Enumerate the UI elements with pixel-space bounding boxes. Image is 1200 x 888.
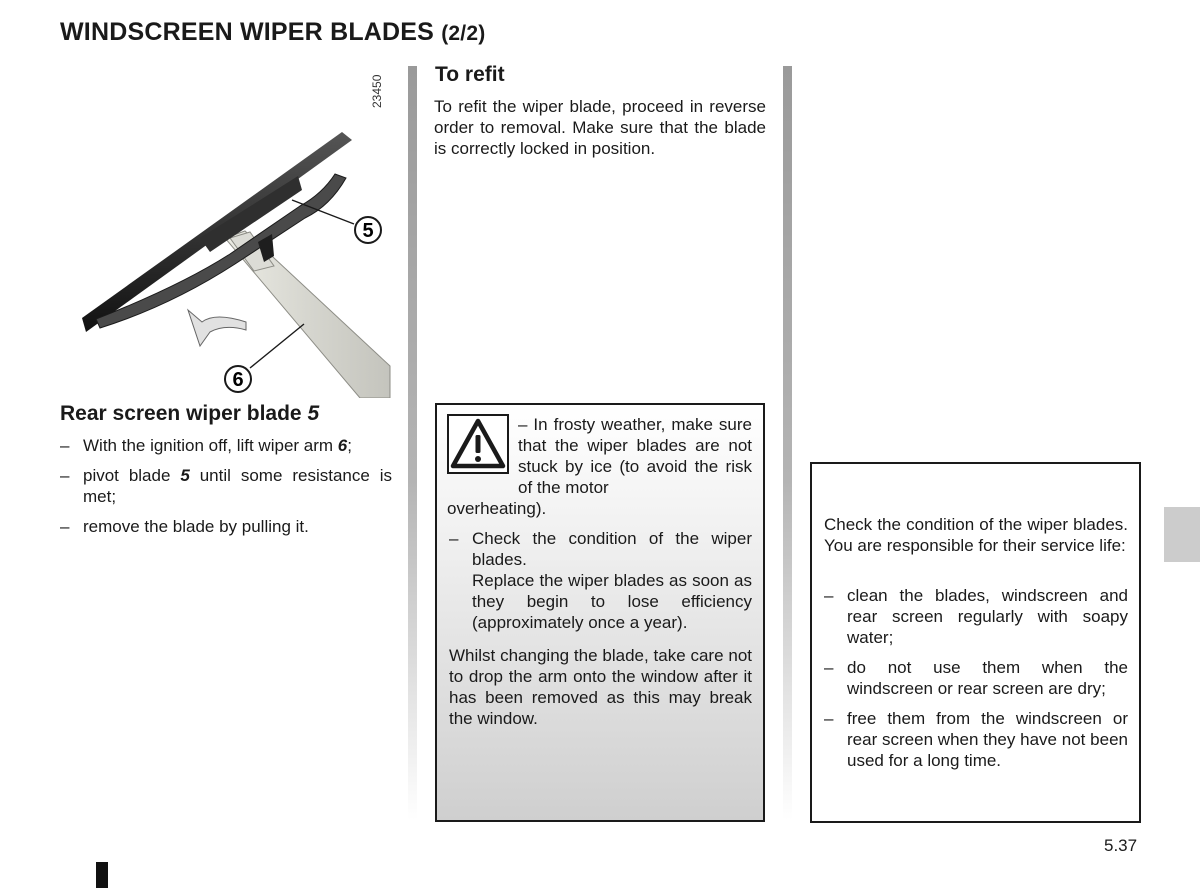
list-item — [60, 465, 392, 507]
page-title-part: (2/2) — [441, 22, 486, 45]
list-item — [60, 516, 392, 537]
column-divider-right — [783, 66, 792, 820]
list-dash: – — [60, 517, 70, 536]
warning-item-subtext: Replace the wiper blades as soon as they begin to lose efficiency (approximately once a year). — [472, 571, 752, 632]
rear-wiper-heading-text: Rear screen wiper blade — [60, 402, 302, 425]
step-ref: 6 — [337, 436, 348, 455]
warning-text: Whilst changing the blade, take care not to drop the arm onto the window after it has been removed as this may break the window. — [449, 646, 752, 728]
leader-line-arm — [250, 324, 304, 368]
warning-list — [449, 528, 752, 642]
warning-triangle-icon — [447, 414, 509, 474]
section-tab — [1164, 507, 1200, 562]
list-dash: – — [824, 586, 834, 605]
refit-text: To refit the wiper blade, proceed in reverse order to removal. Make sure that the blade is correctly locked in position. — [434, 97, 766, 158]
page-title-text: WINDSCREEN WIPER BLADES — [60, 18, 435, 46]
list-item — [824, 657, 1128, 699]
callout-blade: 5 — [362, 220, 374, 242]
wiper-blade-illustration — [60, 66, 392, 398]
info-item-text: clean the blades, windscreen and rear screen regularly with soapy water; — [847, 586, 1128, 647]
warning-lead-continued: overheating). — [447, 499, 547, 518]
warning-triangle-svg — [449, 416, 507, 472]
page-title — [60, 18, 485, 47]
page-number: 5.37 — [1104, 836, 1138, 855]
info-item-text: free them from the windscreen or rear screen when they have not been used for a long time. — [847, 709, 1128, 770]
wiper-diagram — [60, 66, 392, 398]
callout-arm: 6 — [232, 369, 244, 391]
list-dash: – — [824, 709, 834, 728]
pivot-arrow-icon — [188, 310, 246, 346]
list-dash: – — [824, 658, 834, 677]
step-text: pivot blade — [83, 466, 181, 485]
column-divider-left — [408, 66, 417, 820]
info-box — [810, 462, 1141, 823]
step-text-end: until some resistance is met; — [83, 466, 392, 506]
rear-wiper-steps — [60, 435, 392, 546]
figure-number: 23450 — [370, 74, 384, 108]
list-dash: – — [449, 529, 459, 548]
warning-lead-text: – In frosty weather, make sure that the wiper blades are not stuck by ice (to avoid the risk of the motor — [518, 415, 752, 497]
refit-heading: To refit — [435, 63, 505, 86]
list-item — [824, 708, 1128, 771]
step-text-end: ; — [347, 436, 352, 455]
list-item — [60, 435, 392, 456]
rear-wiper-heading — [60, 402, 319, 426]
list-dash: – — [60, 436, 70, 455]
info-item-text: do not use them when the windscreen or rear screen are dry; — [847, 658, 1128, 698]
list-item — [449, 528, 752, 633]
step-ref: 5 — [180, 466, 190, 485]
list-item — [824, 585, 1128, 648]
info-text: Check the condition of the wiper blades. You are responsible for their service life: — [824, 515, 1128, 555]
rear-wiper-heading-ref: 5 — [307, 402, 320, 425]
warning-item-text: Check the condition of the wiper blades. — [472, 529, 752, 569]
step-text: With the ignition off, lift wiper arm — [83, 436, 338, 455]
crop-mark — [96, 862, 108, 888]
list-dash: – — [60, 466, 70, 485]
info-list — [824, 585, 1128, 780]
warning-box — [435, 403, 765, 822]
step-text: remove the blade by pulling it. — [83, 517, 309, 536]
